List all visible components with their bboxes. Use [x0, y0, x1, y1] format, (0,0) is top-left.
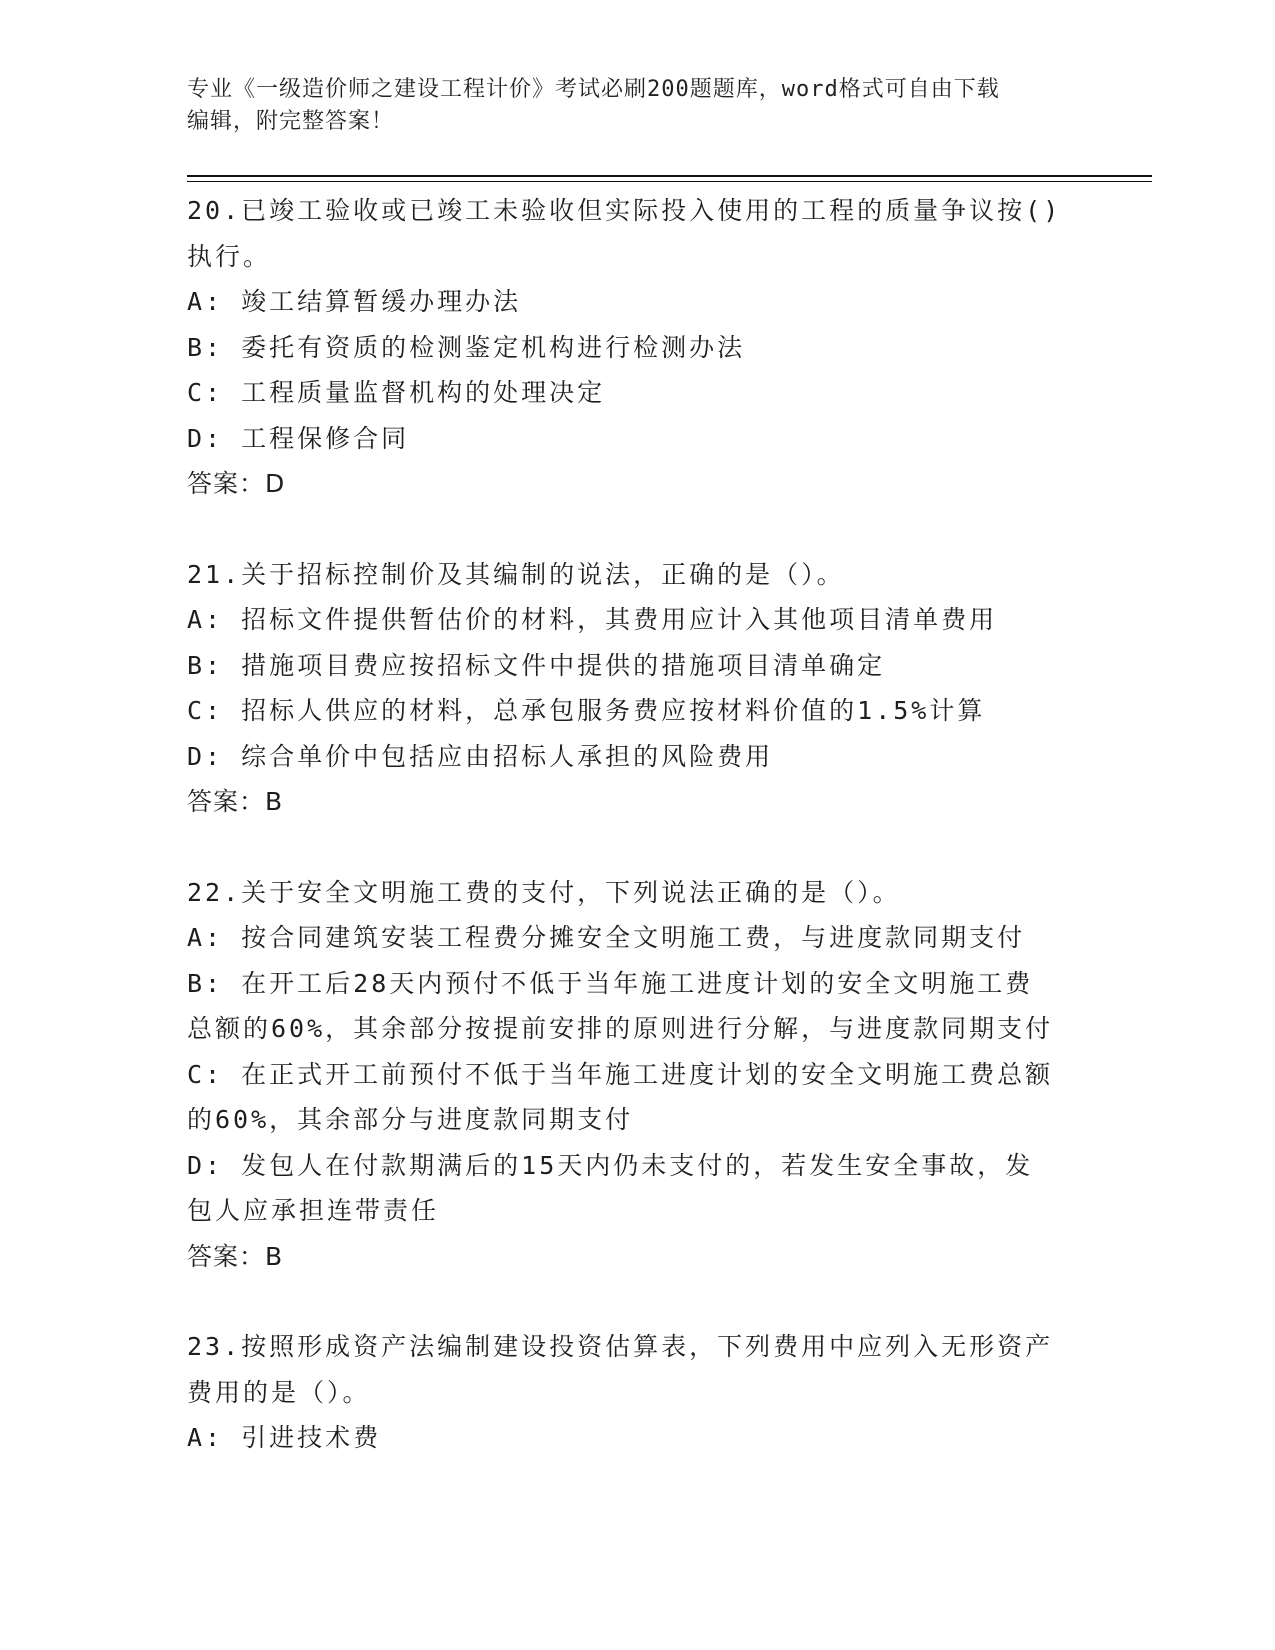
- answer-line: 答案：B: [187, 1241, 284, 1271]
- question-stem-line: 23.按照形成资产法编制建设投资估算表，下列费用中应列入无形资产: [187, 1332, 1054, 1361]
- option-d: D: 工程保修合同: [187, 423, 410, 453]
- document-header: [187, 74, 1067, 138]
- question-stem-line: 21.关于招标控制价及其编制的说法，正确的是（）。: [187, 559, 845, 589]
- question-list: [187, 188, 1087, 1461]
- header-divider-thick: [187, 175, 1152, 177]
- option-d: D: 综合单价中包括应由招标人承担的风险费用: [187, 741, 774, 771]
- question-stem-line: 22.关于安全文明施工费的支付，下列说法正确的是（）。: [187, 877, 901, 907]
- question-23: [187, 1324, 1087, 1461]
- option-c: C: 在正式开工前预付不低于当年施工进度计划的安全文明施工费总额: [187, 1059, 1054, 1089]
- question-stem-line: 20.已竣工验收或已竣工未验收但实际投入使用的工程的质量争议按(): [187, 196, 1062, 225]
- answer-line: 答案：D: [187, 469, 286, 498]
- header-line-1: 专业《一级造价师之建设工程计价》考试必刷200题题库，word格式可自由下载: [187, 77, 1000, 102]
- option-b: B: 措施项目费应按招标文件中提供的措施项目清单确定: [187, 650, 886, 680]
- option-c-continued: 的60%，其余部分与进度款同期支付: [187, 1105, 634, 1134]
- option-c: C: 工程质量监督机构的处理决定: [187, 378, 606, 407]
- option-b: B: 委托有资质的检测鉴定机构进行检测办法: [187, 332, 746, 362]
- option-b: B: 在开工后28天内预付不低于当年施工进度计划的安全文明施工费: [187, 968, 1034, 998]
- option-a: A: 引进技术费: [187, 1423, 382, 1452]
- question-stem-line: 费用的是（）。: [187, 1377, 371, 1407]
- option-c: C: 招标人供应的材料，总承包服务费应按材料价值的1.5%计算: [187, 696, 986, 725]
- answer-line: 答案：B: [187, 787, 284, 816]
- question-22: [187, 870, 1087, 1280]
- question-21: [187, 552, 1087, 825]
- option-a: A: 招标文件提供暂估价的材料，其费用应计入其他项目清单费用: [187, 605, 998, 634]
- option-d: D: 发包人在付款期满后的15天内仍未支付的，若发生安全事故，发: [187, 1150, 1034, 1180]
- question-20: [187, 188, 1087, 507]
- option-a: A: 按合同建筑安装工程费分摊安全文明施工费，与进度款同期支付: [187, 923, 1026, 952]
- option-a: A: 竣工结算暂缓办理办法: [187, 287, 522, 316]
- option-b-continued: 总额的60%，其余部分按提前安排的原则进行分解，与进度款同期支付: [187, 1014, 1054, 1043]
- header-line-2: 编辑，附完整答案！: [187, 109, 395, 134]
- header-divider-thin: [187, 181, 1152, 182]
- option-d-continued: 包人应承担连带责任: [187, 1196, 440, 1225]
- question-stem-line: 执行。: [187, 241, 272, 271]
